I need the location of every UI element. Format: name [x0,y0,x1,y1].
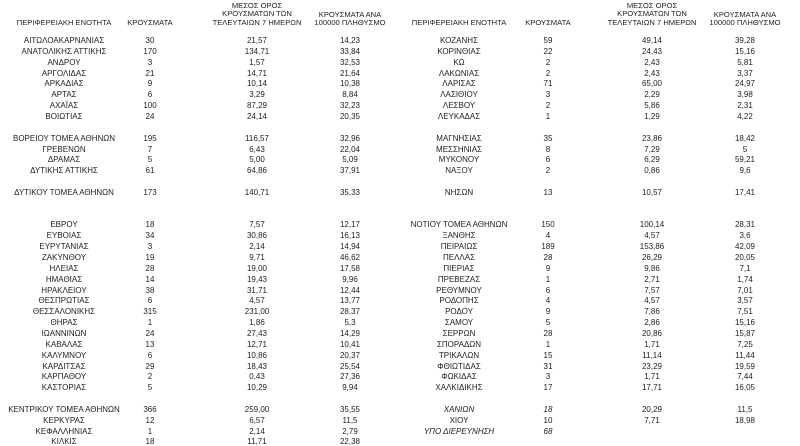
right-row-region: ΝΑΞΟΥ [445,166,473,176]
left-row-region: ΚΑΛΥΜΝΟΥ [41,350,87,360]
right-row-avg7: 9,86 [644,263,660,273]
left-row-per100k: 46,62 [339,253,361,262]
right-row-per100k: 3,57 [737,296,753,306]
left-row-cases: 195 [143,133,157,143]
left-row-avg7: 10,86 [246,350,268,360]
right-row-per100k: 11,44 [735,350,755,360]
left-row-region: ΘΕΣΣΑΛΟΝΙΚΗΣ [32,307,96,317]
left-row-region: ΕΥΒΟΙΑΣ [46,231,82,241]
right-row-region: ΧΑΝΙΩΝ [443,404,475,414]
right-row-region: ΠΡΕΒΕΖΑΣ [437,274,481,284]
right-row-cases: 189 [541,242,555,252]
left-row-region: ΚΑΒΑΛΑΣ [45,339,83,349]
right-row-cases: 15 [543,350,553,360]
right-row-cases: 59 [543,36,553,45]
left-row-region: ΒΟΙΩΤΙΑΣ [45,112,83,121]
right-row-cases: 22 [543,46,553,56]
right-row-region: ΥΠΟ ΔΙΕΡΕΥΝΗΣΗ [423,426,495,436]
right-row-per100k: 17,41 [734,187,756,197]
left-row-per100k: 14,29 [339,328,361,338]
right-row-avg7: 2,71 [644,274,660,284]
left-row-cases: 12 [145,415,155,425]
left-row-cases: 6 [147,296,153,306]
right-row-avg7: 10,57 [641,187,663,197]
right-row-avg7: 7,57 [644,285,660,295]
right-row-per100k: 39,28 [734,36,756,45]
left-row-avg7: 7,57 [249,220,265,230]
right-row-cases: 150 [541,220,555,230]
left-row-region: ΚΙΛΚΙΣ [51,437,77,446]
left-row-per100k: 22,38 [339,437,361,446]
left-row-region: ΖΑΚΥΝΘΟΥ [41,253,87,262]
right-row-avg7: 153,86 [639,242,665,252]
left-row-cases: 18 [145,220,155,230]
right-row-region: ΦΩΚΙΔΑΣ [441,372,477,382]
right-row-cases: 2 [545,68,551,78]
left-row-avg7: 19,00 [246,263,268,273]
right-row-cases: 9 [545,263,551,273]
right-row-region: ΝΗΣΩΝ [444,187,474,197]
right-row-per100k: 16,05 [734,383,756,393]
right-row-cases: 31 [543,361,553,371]
left-row-avg7: 2,14 [249,426,265,436]
right-row-avg7: 2,43 [644,68,660,78]
right-row-cases: 6 [545,155,551,165]
left-row-avg7: 5,00 [249,155,265,165]
right-row-per100k: 18,42 [734,133,756,143]
header-cases-right: ΚΡΟΥΣΜΑΤΑ [525,18,571,27]
right-row-avg7: 23,29 [641,361,663,371]
right-row-avg7: 2,86 [644,318,660,328]
right-row-per100k: 15,16 [734,46,756,56]
left-row-cases: 173 [143,187,157,197]
left-row-cases: 5 [147,155,153,165]
left-row-region: ΕΥΡΥΤΑΝΙΑΣ [39,242,89,252]
left-row-per100k: 33,84 [339,46,361,56]
right-row-region: ΧΑΛΚΙΔΙΚΗΣ [435,383,483,393]
left-row-cases: 24 [145,328,155,338]
right-row-cases: 2 [545,166,551,176]
right-row-region: ΛΕΥΚΑΔΑΣ [437,112,481,121]
left-row-region: ΙΩΑΝΝΙΝΩΝ [41,328,87,338]
left-row-per100k: 11,5 [342,415,358,425]
left-row-cases: 13 [145,339,155,349]
left-row-avg7: 140,71 [244,187,270,197]
right-row-per100k: 1,74 [737,274,753,284]
header-cases-left: ΚΡΟΥΣΜΑΤΑ [127,18,173,27]
left-row-avg7: 12,71 [246,339,268,349]
left-row-per100k: 32,53 [339,57,361,67]
left-row-region: ΑΝΔΡΟΥ [47,57,81,67]
left-row-cases: 6 [147,90,153,100]
right-row-cases: 17 [543,383,553,393]
right-row-avg7: 7,86 [644,307,660,317]
right-row-avg7: 20,29 [641,404,663,414]
left-row-cases: 14 [145,274,155,284]
left-row-per100k: 12,44 [339,285,361,295]
left-row-cases: 24 [145,112,155,121]
left-row-per100k: 21,64 [339,68,361,78]
right-row-avg7: 26,29 [641,253,663,262]
left-row-region: ΑΙΤΩΛΟΑΚΑΡΝΑΝΙΑΣ [23,36,105,45]
left-row-per100k: 35,55 [339,404,361,414]
left-row-cases: 21 [145,68,155,78]
left-row-avg7: 10,29 [246,383,268,393]
right-row-per100k: 24,97 [734,79,756,89]
left-row-avg7: 259,00 [244,404,270,414]
left-row-per100k: 16,13 [339,231,361,241]
right-row-region: ΚΟΡΙΝΘΙΑΣ [437,46,481,56]
header-per100k-right: ΚΡΟΥΣΜΑΤΑ ΑΝΑ 100000 ΠΛΗΘΥΣΜΟ [709,10,781,28]
right-row-cases: 5 [545,318,551,328]
left-row-per100k: 13,77 [339,296,361,306]
left-row-region: ΑΡΚΑΔΙΑΣ [44,79,84,89]
right-row-cases: 4 [545,231,551,241]
right-row-per100k: 7,01 [737,285,753,295]
right-row-region: ΚΟΖΑΝΗΣ [439,36,479,45]
left-row-avg7: 14,71 [246,68,268,78]
left-row-cases: 34 [145,231,155,241]
left-row-avg7: 231,00 [244,307,270,317]
left-row-cases: 9 [147,79,153,89]
right-row-per100k: 9,6 [739,166,751,176]
right-row-cases: 1 [545,112,551,121]
left-row-region: ΔΡΑΜΑΣ [47,155,81,165]
left-row-per100k: 22,04 [339,144,361,154]
left-row-per100k: 35,33 [339,187,361,197]
left-row-avg7: 6,57 [249,415,265,425]
left-row-region: ΚΑΣΤΟΡΙΑΣ [41,383,87,393]
right-row-cases: 28 [543,253,553,262]
left-row-per100k: 20,35 [339,112,361,121]
left-row-per100k: 10,38 [339,79,361,89]
left-row-per100k: 2,79 [342,426,358,436]
left-row-cases: 1 [147,426,153,436]
right-row-cases: 2 [545,101,551,111]
right-row-per100k: 15,87 [734,328,756,338]
right-row-avg7: 4,57 [644,296,660,306]
left-row-cases: 2 [147,372,153,382]
right-row-cases: 8 [545,144,551,154]
right-row-avg7: 49,14 [641,36,663,45]
right-row-region: ΡΟΔΟΠΗΣ [439,296,479,306]
right-row-cases: 1 [545,274,551,284]
right-row-region: ΣΑΜΟΥ [444,318,474,328]
left-row-per100k: 37,91 [339,166,361,176]
right-row-avg7: 7,29 [644,144,660,154]
right-row-region: ΝΟΤΙΟΥ ΤΟΜΕΑ ΑΘΗΝΩΝ [410,220,508,230]
left-row-region: ΗΜΑΘΙΑΣ [45,274,83,284]
left-row-avg7: 1,57 [249,57,265,67]
left-row-avg7: 87,29 [246,101,268,111]
left-row-per100k: 32,96 [339,133,361,143]
left-row-per100k: 9,94 [342,383,358,393]
right-row-per100k: 7,1 [739,263,751,273]
header-region-left: ΠΕΡΙΦΕΡΕΙΑΚΗ ΕΝΟΤΗΤΑ [16,18,112,27]
right-row-avg7: 65,00 [641,79,663,89]
right-row-region: ΚΩ [453,57,465,67]
left-row-region: ΑΝΑΤΟΛΙΚΗΣ ΑΤΤΙΚΗΣ [21,46,107,56]
right-row-per100k: 7,44 [737,372,753,382]
right-row-cases: 35 [543,133,553,143]
right-row-avg7: 4,57 [644,231,660,241]
right-row-avg7: 17,71 [641,383,663,393]
left-row-region: ΒΟΡΕΙΟΥ ΤΟΜΕΑ ΑΘΗΝΩΝ [12,133,116,143]
left-row-region: ΚΕΝΤΡΙΚΟΥ ΤΟΜΕΑ ΑΘΗΝΩΝ [8,404,120,414]
left-row-per100k: 5,3 [344,318,356,328]
right-row-region: ΛΑΣΙΘΙΟΥ [440,90,478,100]
right-row-per100k: 4,22 [737,112,753,121]
right-row-cases: 9 [545,307,551,317]
left-row-avg7: 30,86 [246,231,268,241]
right-row-cases: 1 [545,339,551,349]
left-row-cases: 18 [145,437,155,446]
right-row-cases: 68 [543,426,553,436]
right-row-avg7: 23,86 [641,133,663,143]
left-row-region: ΚΕΦΑΛΛΗΝΙΑΣ [35,426,93,436]
right-row-per100k: 18,98 [734,415,756,425]
right-row-region: ΜΑΓΝΗΣΙΑΣ [436,133,482,143]
left-row-cases: 100 [143,101,157,111]
left-row-per100k: 12,17 [339,220,361,230]
left-row-per100k: 14,94 [339,242,361,252]
right-row-region: ΦΘΙΩΤΙΔΑΣ [437,361,481,371]
right-row-per100k: 3,6 [739,231,751,241]
left-row-per100k: 14,23 [339,36,361,45]
left-row-avg7: 11,71 [247,437,267,446]
right-row-avg7: 1,71 [644,372,660,382]
left-row-cases: 315 [143,307,157,317]
right-row-per100k: 7,25 [737,339,753,349]
left-row-cases: 3 [147,57,153,67]
left-row-avg7: 9,71 [249,253,265,262]
right-row-region: ΣΕΡΡΩΝ [442,328,476,338]
left-row-per100k: 5,09 [342,155,358,165]
right-row-per100k: 3,37 [737,68,753,78]
right-row-region: ΠΙΕΡΙΑΣ [443,263,475,273]
left-row-per100k: 27,36 [339,372,361,382]
left-row-cases: 5 [147,383,153,393]
left-row-cases: 7 [147,144,153,154]
left-row-region: ΑΡΓΟΛΙΔΑΣ [41,68,87,78]
right-row-cases: 2 [545,57,551,67]
right-row-per100k: 42,09 [734,242,756,252]
left-row-avg7: 24,14 [246,112,268,121]
right-row-avg7: 24,43 [641,46,663,56]
left-row-region: ΗΡΑΚΛΕΙΟΥ [41,285,87,295]
left-row-avg7: 10,14 [246,79,268,89]
right-row-per100k: 2,31 [737,101,753,111]
left-row-cases: 30 [145,36,155,45]
left-row-avg7: 31,71 [246,285,268,295]
right-row-avg7: 5,86 [644,101,660,111]
left-row-avg7: 21,57 [246,36,268,45]
right-row-region: ΛΕΣΒΟΥ [442,101,476,111]
left-row-per100k: 9,96 [342,274,358,284]
left-row-avg7: 4,57 [249,296,265,306]
left-row-region: ΚΕΡΚΥΡΑΣ [43,415,85,425]
right-row-region: ΛΑΚΩΝΙΑΣ [438,68,480,78]
right-row-cases: 18 [543,404,553,414]
right-row-per100k: 3,98 [737,90,753,100]
right-row-cases: 10 [543,415,553,425]
left-row-region: ΚΑΡΠΑΘΟΥ [41,372,87,382]
left-row-avg7: 64,86 [246,166,268,176]
left-row-avg7: 3,29 [249,90,265,100]
header-region-right: ΠΕΡΙΦΕΡΕΙΑΚΗ ΕΝΟΤΗΤΑ [411,18,507,27]
left-row-per100k: 32,23 [339,101,361,111]
right-row-region: ΡΕΘΥΜΝΟΥ [436,285,482,295]
right-row-cases: 4 [545,296,551,306]
left-row-per100k: 28,37 [339,307,361,317]
right-row-per100k: 11,5 [737,404,753,414]
left-row-cases: 366 [143,404,157,414]
left-row-region: ΕΒΡΟΥ [50,220,78,230]
left-row-cases: 3 [147,242,153,252]
left-row-cases: 28 [145,263,155,273]
right-row-region: ΤΡΙΚΑΛΩΝ [438,350,480,360]
right-row-per100k: 5 [742,144,748,154]
right-row-per100k: 19,59 [734,361,756,371]
left-row-cases: 6 [147,350,153,360]
left-row-region: ΔΥΤΙΚΟΥ ΤΟΜΕΑ ΑΘΗΝΩΝ [14,187,114,197]
left-row-region: ΘΕΣΠΡΩΤΙΑΣ [38,296,90,306]
left-row-region: ΘΗΡΑΣ [50,318,78,328]
right-row-avg7: 2,43 [644,57,660,67]
right-row-avg7: 100,14 [639,220,665,230]
left-row-avg7: 19,43 [246,274,268,284]
left-row-per100k: 10,41 [339,339,361,349]
right-row-cases: 71 [543,79,553,89]
left-row-cases: 38 [145,285,155,295]
right-row-region: ΛΑΡΙΣΑΣ [442,79,476,89]
right-row-cases: 3 [545,90,551,100]
right-row-per100k: 7,51 [737,307,753,317]
right-row-region: ΠΕΛΛΑΣ [442,253,476,262]
right-row-avg7: 6,29 [644,155,660,165]
left-row-avg7: 2,14 [249,242,265,252]
right-row-avg7: 11,14 [642,350,662,360]
right-row-avg7: 1,29 [644,112,660,121]
right-row-cases: 3 [545,372,551,382]
right-row-cases: 13 [543,187,553,197]
left-row-per100k: 25,54 [339,361,361,371]
right-row-per100k: 28,31 [734,220,756,230]
left-row-region: ΚΑΡΔΙΤΣΑΣ [42,361,86,371]
left-row-per100k: 17,58 [339,263,361,273]
right-row-region: ΜΥΚΟΝΟΥ [438,155,480,165]
left-row-cases: 61 [145,166,155,176]
right-row-region: ΡΟΔΟΥ [445,307,473,317]
right-row-region: ΜΕΣΣΗΝΙΑΣ [436,144,482,154]
right-row-region: ΧΙΟΥ [449,415,469,425]
left-row-cases: 29 [145,361,155,371]
left-row-per100k: 8,84 [342,90,358,100]
right-row-region: ΠΕΙΡΑΙΩΣ [440,242,478,252]
left-row-avg7: 116,57 [245,133,269,143]
left-row-avg7: 18,43 [246,361,268,371]
right-row-per100k: 5,81 [737,57,753,67]
left-row-cases: 1 [147,318,153,328]
left-row-avg7: 1,86 [249,318,265,328]
header-avg7-left: ΜΕΣΟΣ ΟΡΟΣ ΚΡΟΥΣΜΑΤΩΝ ΤΩΝ ΤΕΛΕΥΤΑΙΩΝ 7 ΗΜΕΡΩΝ [212,1,302,27]
right-row-cases: 28 [543,328,553,338]
left-row-avg7: 0,43 [249,372,265,382]
right-row-region: ΞΑΝΘΗΣ [442,231,476,241]
left-row-region: ΗΛΕΙΑΣ [49,263,79,273]
right-row-avg7: 0,86 [644,166,660,176]
left-row-region: ΑΡΤΑΣ [51,90,77,100]
left-row-region: ΓΡΕΒΕΝΩΝ [42,144,86,154]
right-row-avg7: 20,86 [641,328,663,338]
right-row-per100k: 59,21 [734,155,756,165]
right-row-avg7: 2,29 [644,90,660,100]
right-row-per100k: 15,16 [734,318,756,328]
header-per100k-left: ΚΡΟΥΣΜΑΤΑ ΑΝΑ 100000 ΠΛΗΘΥΣΜΟ [314,10,386,28]
right-row-cases: 6 [545,285,551,295]
left-row-region: ΔΥΤΙΚΗΣ ΑΤΤΙΚΗΣ [30,166,98,176]
right-row-per100k: 20,05 [734,253,756,262]
left-row-cases: 170 [143,46,157,56]
right-row-avg7: 1,71 [644,339,660,349]
left-row-avg7: 6,43 [249,144,265,154]
left-row-avg7: 134,71 [244,46,270,56]
left-row-region: ΑΧΑΪΑΣ [49,101,79,111]
left-row-avg7: 27,43 [246,328,268,338]
right-row-avg7: 7,71 [644,415,660,425]
left-row-cases: 19 [145,253,155,262]
left-row-per100k: 20,37 [339,350,361,360]
header-avg7-right: ΜΕΣΟΣ ΟΡΟΣ ΚΡΟΥΣΜΑΤΩΝ ΤΩΝ ΤΕΛΕΥΤΑΙΩΝ 7 ΗΜΕΡΩΝ [607,1,697,27]
right-row-region: ΣΠΟΡΑΔΩΝ [436,339,482,349]
